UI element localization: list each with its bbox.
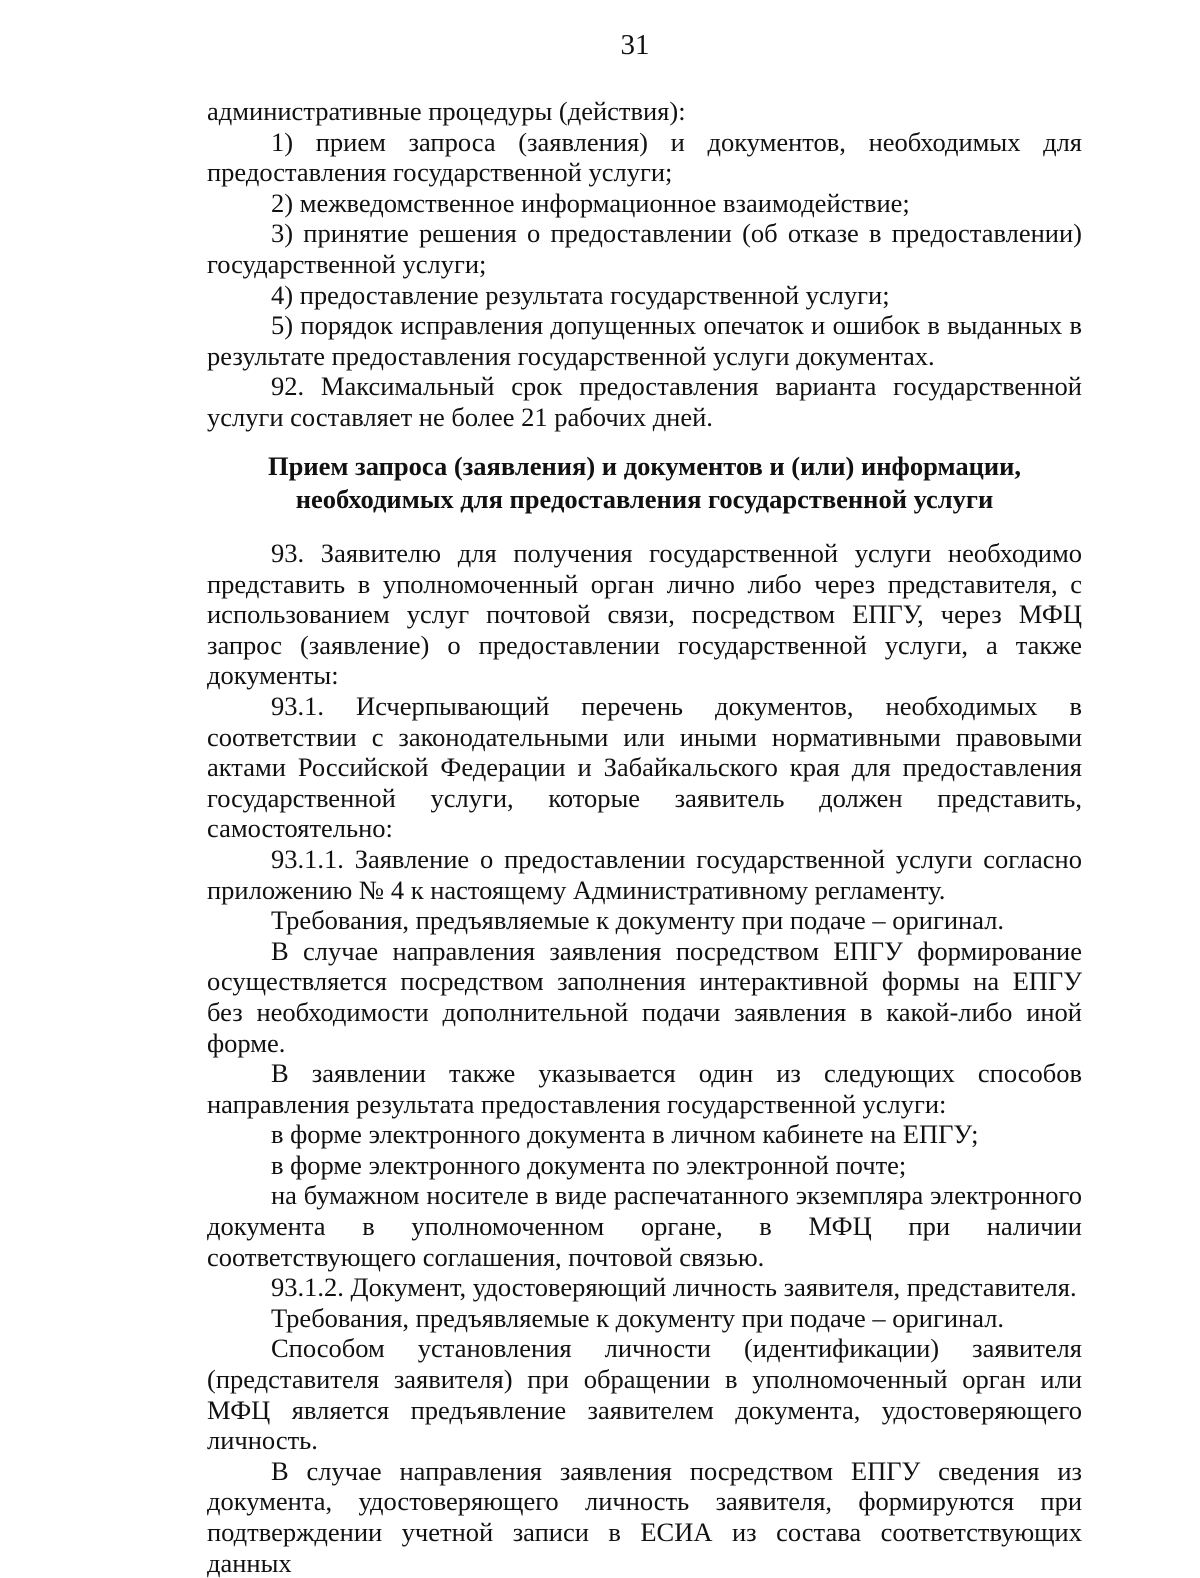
paragraph-epgu-form: В случае направления заявления посредством ЕПГУ формирование осуществляется посредством заполнения интерактивной формы на ЕПГУ без необходимости дополнительной подачи заявления в какой-либо иной форме. xyxy=(207,935,1082,1058)
paragraph-93-1: 93.1. Исчерпывающий перечень документов, необходимых в соответствии с законодательными или иными нормативными правовыми актами Российской Федерации и Забайкальского края для предоставления государственной услуги, которые заявитель должен представить, самостоятельно: xyxy=(207,690,1082,844)
paragraph-93: 93. Заявителю для получения государственной услуги необходимо представить в уполномоченный орган лично либо через представителя, с использованием услуг почтовой связи, посредством ЕПГУ, через МФЦ запрос (заявление) о предоставлении государственной услуги, а также документы: xyxy=(207,538,1082,691)
section-heading-line-1: Прием запроса (заявления) и документов и (или) информации, xyxy=(268,451,1021,481)
delivery-option-cabinet: в форме электронного документа в личном кабинете на ЕПГУ; xyxy=(271,1119,979,1150)
paragraph-intro: административные процедуры (действия): xyxy=(207,96,686,126)
list-item-2: 2) межведомственное информационное взаимодействие; xyxy=(271,187,910,218)
list-item-3: 3) принятие решения о предоставлении (об отказе в предоставлении) государственной услуги; xyxy=(207,218,1082,279)
section-heading xyxy=(207,450,1082,516)
paragraph-delivery-methods: В заявлении также указывается один из следующих способов направления результата предоставления государственной услуги: xyxy=(207,1058,1082,1119)
delivery-option-email: в форме электронного документа по электронной почте; xyxy=(271,1149,907,1180)
paragraph-requirements-1: Требования, предъявляемые к документу при подаче – оригинал. xyxy=(271,905,1005,936)
list-item-1: 1) прием запроса (заявления) и документов, необходимых для предоставления государственной услуги; xyxy=(207,126,1082,188)
procedures-section xyxy=(207,96,1082,433)
section-heading-line-2: необходимых для предоставления государственной услуги xyxy=(295,484,994,514)
delivery-option-paper: на бумажном носителе в виде распечатанного экземпляра электронного документа в уполномоченном органе, в МФЦ при наличии соответствующего соглашения, почтовой связью. xyxy=(207,1180,1082,1272)
paragraph-93-1-2: 93.1.2. Документ, удостоверяющий личность заявителя, представителя. xyxy=(271,1272,1077,1303)
paragraph-esia: В случае направления заявления посредством ЕПГУ сведения из документа, удостоверяющего личность заявителя, формируются при подтверждении учетной записи в ЕСИА из состава соответствующих данных xyxy=(207,1455,1082,1578)
list-item-4: 4) предоставление результата государственной услуги; xyxy=(271,279,890,310)
paragraph-93-1-1: 93.1.1. Заявление о предоставлении государственной услуги согласно приложению № 4 к настоящему Административному регламенту. xyxy=(207,843,1082,905)
request-section xyxy=(207,538,1082,1578)
paragraph-identification: Способом установления личности (идентификации) заявителя (представителя заявителя) при обращении в уполномоченный орган или МФЦ является предъявление заявителем документа, удостоверяющего личность. xyxy=(207,1333,1082,1456)
page-number: 31 xyxy=(620,29,650,61)
list-item-5: 5) порядок исправления допущенных опечаток и ошибок в выданных в результате предоставления государственной услуги документах. xyxy=(207,310,1082,371)
paragraph-requirements-2: Требования, предъявляемые к документу при подаче – оригинал. xyxy=(271,1302,1005,1333)
paragraph-92: 92. Максимальный срок предоставления варианта государственной услуги составляет не более 21 рабочих дней. xyxy=(207,371,1082,432)
